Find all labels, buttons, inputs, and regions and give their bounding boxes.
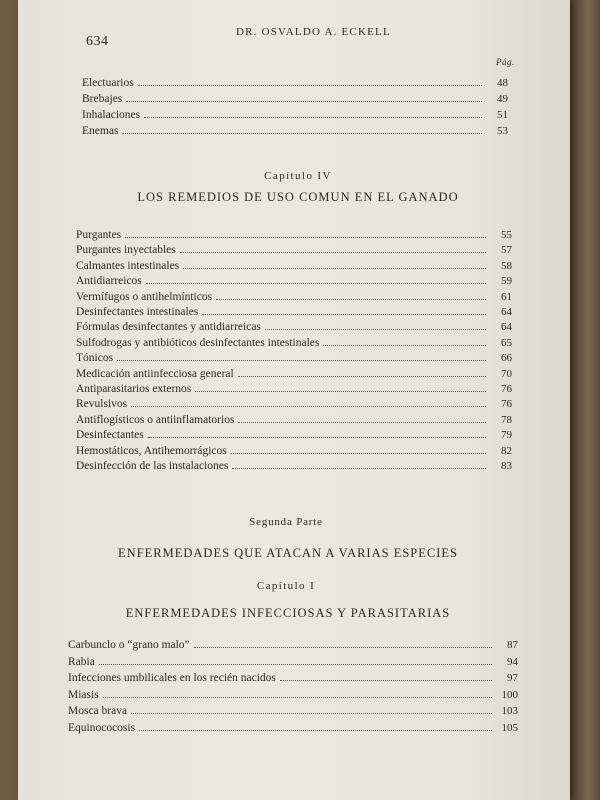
toc-entry-title: Desinfectantes intestinales <box>76 306 199 318</box>
toc-entry <box>76 274 512 288</box>
toc-dot-leader <box>216 290 486 300</box>
toc-entry-page: 48 <box>497 77 508 89</box>
toc-entry-page: 61 <box>501 290 512 303</box>
toc-dot-leader <box>194 638 492 648</box>
toc-dot-leader <box>238 367 486 377</box>
toc-dot-leader <box>280 671 492 681</box>
toc-dot-leader <box>131 704 492 714</box>
toc-dot-leader <box>146 274 486 284</box>
toc-entry-page: 76 <box>501 383 512 395</box>
toc-entry-title: Inhalaciones <box>82 109 141 121</box>
toc-entry-page: 94 <box>507 655 518 668</box>
toc-entry-page: 105 <box>501 721 518 734</box>
toc-dot-leader <box>117 351 486 361</box>
toc-entry-page: 76 <box>501 398 512 411</box>
toc-entry <box>76 336 512 350</box>
chapter-4-label: Capítulo IV <box>264 170 332 182</box>
toc-entry <box>68 721 518 735</box>
toc-dot-leader <box>323 336 486 346</box>
toc-dot-leader <box>103 688 492 698</box>
toc-entry-page: 66 <box>501 352 512 365</box>
toc-entry-page: 83 <box>501 460 512 472</box>
toc-entry-page: 64 <box>501 321 512 334</box>
book-spine <box>570 0 600 800</box>
toc-entry-page: 100 <box>501 688 518 701</box>
toc-entry-page: 97 <box>507 672 518 684</box>
toc-entry <box>76 305 512 319</box>
toc-dot-leader <box>232 459 486 469</box>
running-title: DR. OSVALDO A. ECKELL <box>236 26 391 38</box>
toc-entry <box>76 428 512 442</box>
toc-entry-title: Hemostáticos, Antihemorrágicos <box>76 444 227 457</box>
toc-entry-page: 82 <box>501 444 512 457</box>
toc-entry <box>76 228 512 242</box>
toc-entry <box>76 397 512 411</box>
toc-entry-title: Antidiarreicos <box>76 275 142 288</box>
toc-entry-page: 64 <box>501 306 512 318</box>
toc-dot-leader <box>183 259 486 269</box>
chapter-4-title: LOS REMEDIOS DE USO COMUN EN EL GANADO <box>137 190 459 204</box>
toc-entry-page: 87 <box>507 639 518 651</box>
toc-entry-title: Medicación antiinfecciosa general <box>76 367 234 380</box>
toc-dot-leader <box>202 305 486 315</box>
toc-entry <box>82 124 508 138</box>
toc-entry <box>76 444 512 458</box>
toc-entry <box>76 382 512 396</box>
toc-entry-title: Purgantes <box>76 229 122 241</box>
toc-entry-page: 65 <box>501 336 512 349</box>
toc-entry-page: 58 <box>501 259 512 272</box>
chapter-1-label: Capítulo I <box>256 580 316 592</box>
toc-entry-page: 51 <box>497 109 508 121</box>
toc-entry-title: Vermífugos o antihelmínticos <box>76 290 213 303</box>
part-2-label: Segunda Parte <box>249 516 323 528</box>
toc-entry <box>76 413 512 427</box>
toc-entry-title: Infecciones umbilicales en los recién nacidos <box>68 672 276 684</box>
toc-entry-title: Miasis <box>68 688 99 701</box>
toc-dot-leader <box>139 721 492 731</box>
toc-entry-page: 57 <box>501 244 512 257</box>
page-header <box>86 26 526 49</box>
toc-entry-title: Tónicos <box>76 352 114 365</box>
toc-entry-title: Purgantes inyectables <box>76 244 176 257</box>
book-page <box>18 0 570 800</box>
toc-entry-title: Antiparasitarios externos <box>76 383 192 395</box>
toc-dot-leader <box>180 243 486 253</box>
toc-entry <box>82 92 508 106</box>
toc-entry-title: Rabia <box>68 655 95 668</box>
toc-entry <box>76 243 512 257</box>
toc-entry-title: Brebajes <box>82 93 123 105</box>
toc-entry-title: Revulsivos <box>76 398 128 411</box>
chapter-1-title: ENFERMEDADES INFECCIOSAS Y PARASITARIAS <box>125 606 451 620</box>
toc-entry <box>68 704 518 718</box>
toc-entry-page: 49 <box>497 93 508 105</box>
toc-entry-title: Desinfectantes <box>76 429 144 442</box>
toc-dot-leader <box>144 108 482 118</box>
toc-entry-title: Desinfección de las instalaciones <box>76 460 229 472</box>
toc-dot-leader <box>265 320 486 330</box>
toc-entry-title: Sulfodrogas y antibióticos desinfectantes intestinales <box>76 336 320 349</box>
toc-dot-leader <box>138 76 482 86</box>
toc-entry-title: Enemas <box>82 125 119 137</box>
toc-entry-title: Mosca brava <box>68 705 128 717</box>
toc-dot-leader <box>231 444 486 454</box>
page-column-label: Pág. <box>496 57 515 67</box>
toc-entry-page: 79 <box>501 429 512 442</box>
toc-dot-leader <box>126 92 482 102</box>
part-2-title: ENFERMEDADES QUE ATACAN A VARIAS ESPECIES <box>118 546 458 560</box>
toc-entry <box>82 108 508 122</box>
toc-entry-title: Calmantes intestinales <box>76 259 180 272</box>
toc-entry <box>82 76 508 90</box>
toc-entry-page: 59 <box>501 275 512 288</box>
toc-dot-leader <box>131 397 486 407</box>
toc-dot-leader <box>238 413 486 423</box>
toc-entry <box>76 351 512 365</box>
toc-dot-leader <box>148 428 486 438</box>
toc-dot-leader <box>122 124 482 134</box>
toc-entry <box>68 671 518 685</box>
toc-entry <box>76 367 512 381</box>
toc-entry <box>76 290 512 304</box>
toc-entry <box>68 655 518 669</box>
toc-dot-leader <box>99 655 492 665</box>
toc-entry-page: 103 <box>501 705 518 717</box>
toc-entry-page: 55 <box>501 229 512 241</box>
toc-entry-title: Antiflogísticos o antiinflamatorios <box>76 413 235 426</box>
toc-entry <box>76 320 512 334</box>
toc-entry-page: 70 <box>501 367 512 380</box>
toc-entry-title: Electuarios <box>82 77 134 89</box>
toc-entry-title: Equinococosis <box>68 721 136 734</box>
toc-entry-title: Fórmulas desinfectantes y antidiarreicas <box>76 321 261 334</box>
toc-entry <box>76 259 512 273</box>
page-number: 634 <box>86 34 109 49</box>
toc-dot-leader <box>125 228 486 238</box>
toc-entry <box>76 459 512 473</box>
toc-entry-page: 53 <box>497 125 508 137</box>
toc-entry-page: 78 <box>501 413 512 426</box>
toc-entry <box>68 638 518 652</box>
toc-dot-leader <box>195 382 486 392</box>
toc-entry-title: Carbunclo o “grano malo” <box>68 639 190 651</box>
toc-entry <box>68 688 518 702</box>
